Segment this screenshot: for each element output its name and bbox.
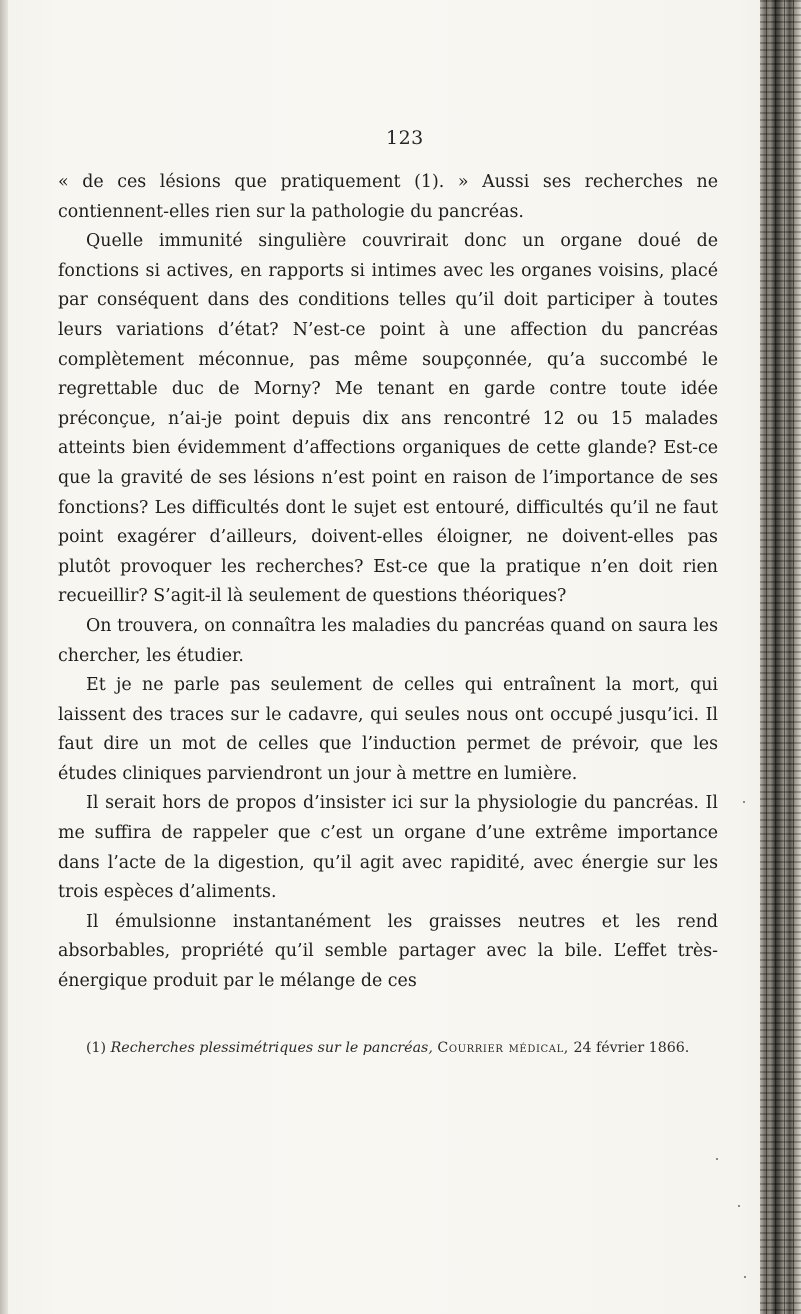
footnote-marker: (1) [86, 1040, 107, 1056]
spine-line [793, 0, 794, 1314]
footnote [58, 1037, 718, 1059]
page-edge-shadow [0, 0, 8, 1314]
page-number: 123 [386, 127, 424, 149]
paper-speck [738, 1205, 740, 1207]
paper-speck [716, 1158, 718, 1160]
book-spine-edge [760, 0, 801, 1314]
paragraph-6: Il émulsionne instantanément les graisses neutres et les rend absorbables, propriété qu’il semble partager avec la bile. L’effet très-énergique produit par le mélange de ces [58, 911, 718, 992]
paragraph-3: On trouvera, on connaîtra les maladies du pancréas quand on saura les chercher, les étudier. [58, 615, 718, 666]
spine-line [775, 0, 776, 1314]
footnote-title: Recherches plessimétriques sur le pancréas, [110, 1040, 433, 1056]
paper-speck [744, 1276, 746, 1278]
body-text [58, 168, 718, 997]
paragraph-5: Il serait hors de propos d’insister ici sur la physiologie du pancréas. Il me suffira de rappeler que c’est un organe d’une extrême importance dans l’acte de la digestion, qu’il agit avec rapidité, avec énergie sur les trois espèces d’aliments. [58, 793, 718, 903]
spine-line [766, 0, 767, 1314]
footnote-date: 24 février 1866. [573, 1040, 690, 1056]
paragraph-2: Quelle immunité singulière couvrirait donc un organe doué de fonctions si actives, en rapports si intimes avec les organes voisins, placé par conséquent dans des conditions telles qu’il doit participer à toutes leurs variations d’état? N’est-ce point à une affection du pancréas complètement méconnue, pas même soupçonnée, qu’a succombé le regrettable duc de Morny? Me tenant en garde contre toute idée préconçue, n’ai-je point depuis dix ans rencontré 12 ou 15 malades atteints bien évidemment d’affections organiques de cette glande? Est-ce que la gravité de ses lésions n’est point en raison de l’importance de ses fonctions? Les difficultés dont le sujet est entouré, difficultés qu’il ne faut point exagérer d’ailleurs, doivent-elles éloigner, ne doivent-elles pas plutôt provoquer les recherches? Est-ce que la pratique n’en doit rien recueillir? S’agit-il là seulement de questions théoriques? [58, 231, 718, 607]
paragraph-4: Et je ne parle pas seulement de celles qui entraînent la mort, qui laissent des traces sur le cadavre, qui seules nous ont occupé jusqu’ici. Il faut dire un mot de celles que l’induction permet de prévoir, que les études cliniques parviendront un jour à mettre en lumière. [58, 675, 718, 784]
spine-line [784, 0, 785, 1314]
paper-speck [743, 801, 745, 803]
paragraph-1: « de ces lésions que pratiquement (1). » Aussi ses recherches ne contiennent-elles rien sur la pathologie du pancréas. [58, 172, 718, 222]
footnote-journal: Courrier médical, [437, 1040, 569, 1056]
